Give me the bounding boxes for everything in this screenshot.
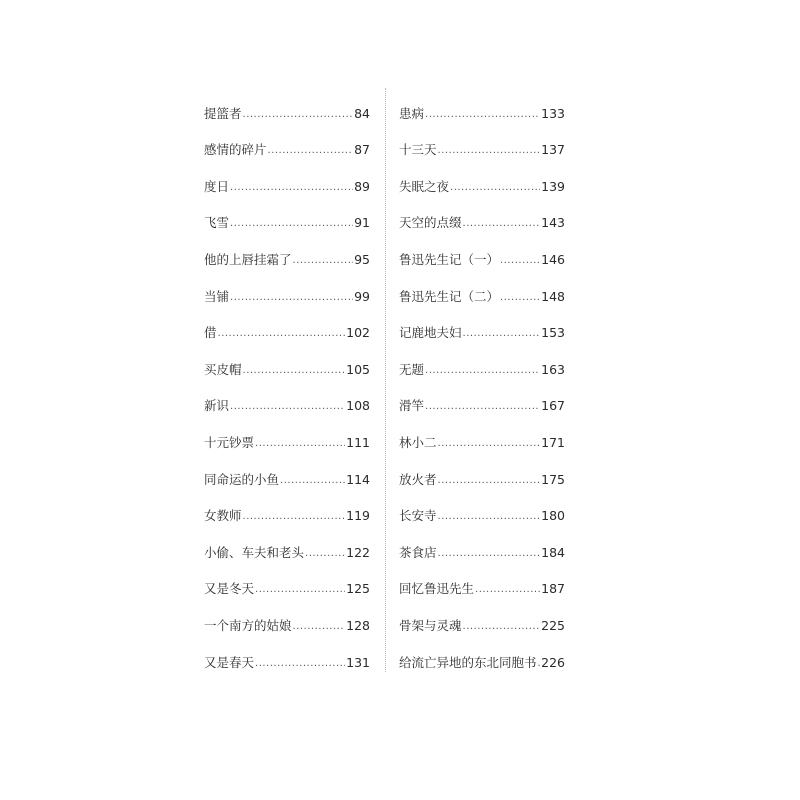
toc-entry[interactable] [399,135,565,172]
toc-entry-page-number: 84 [354,105,370,121]
toc-entry-title: 骨架与灵魂 [399,617,462,633]
toc-entry[interactable] [399,244,565,281]
toc-entry-page-number: 187 [541,581,565,597]
toc-entry-page-number: 184 [541,544,565,560]
toc-entry-page-number: 163 [541,361,565,377]
toc-entry-page-number: 128 [346,617,370,633]
toc-entry[interactable] [399,171,565,208]
dot-leader [438,511,541,523]
toc-entry-page-number: 175 [541,471,565,487]
toc-entry-page-number: 167 [541,398,565,414]
toc-entry[interactable] [399,647,565,684]
dot-leader [475,584,540,596]
toc-entry[interactable] [399,427,565,464]
toc-entry[interactable] [399,501,565,538]
toc-entry[interactable] [204,98,370,135]
toc-entry-title: 十三天 [399,142,437,158]
toc-entry-page-number: 131 [346,654,370,670]
dot-leader [538,658,541,670]
dot-leader [500,292,540,304]
toc-entry-page-number: 143 [541,215,565,231]
dot-leader [243,511,346,523]
toc-entry[interactable] [204,281,370,318]
toc-entry-title: 十元钞票 [204,434,255,450]
toc-entry-title: 鲁迅先生记（一） [399,251,500,267]
toc-entry-title: 给流亡异地的东北同胞书 [399,654,537,670]
toc-entry[interactable] [399,318,565,355]
toc-entry-page-number: 95 [354,251,370,267]
toc-entry-title: 回忆鲁迅先生 [399,581,475,597]
toc-entry-page-number: 148 [541,288,565,304]
toc-entry[interactable] [204,464,370,501]
toc-entry[interactable] [204,171,370,208]
toc-entry[interactable] [399,281,565,318]
dot-leader [463,621,541,633]
dot-leader [243,365,346,377]
toc-entry[interactable] [204,427,370,464]
dot-leader [450,182,540,194]
toc-entry[interactable] [399,354,565,391]
toc-entry-page-number: 125 [346,581,370,597]
toc-entry-page-number: 226 [541,654,565,670]
toc-entry-page-number: 122 [346,544,370,560]
toc-entry[interactable] [399,537,565,574]
dot-leader [293,255,354,267]
toc-entry-page-number: 137 [541,142,565,158]
dot-leader [230,292,353,304]
toc-entry-page-number: 114 [346,471,370,487]
toc-entry-title: 他的上唇挂霜了 [204,251,292,267]
dot-leader [438,475,541,487]
toc-entry-title: 记鹿地夫妇 [399,325,462,341]
dot-leader [255,584,345,596]
toc-entry-page-number: 139 [541,178,565,194]
toc-entry[interactable] [399,208,565,245]
toc-entry-title: 茶食店 [399,544,437,560]
dot-leader [438,145,541,157]
toc-entry-page-number: 87 [354,142,370,158]
toc-entry[interactable] [204,318,370,355]
dot-leader [230,218,353,230]
toc-entry-page-number: 225 [541,617,565,633]
toc-entry-title: 鲁迅先生记（二） [399,288,500,304]
toc-entry-page-number: 119 [346,508,370,524]
toc-entry-page-number: 99 [354,288,370,304]
toc-entry-title: 女教师 [204,508,242,524]
toc-entry-page-number: 108 [346,398,370,414]
toc-entry-title: 放火者 [399,471,437,487]
toc-entry[interactable] [204,574,370,611]
dot-leader [425,401,540,413]
toc-entry[interactable] [204,135,370,172]
toc-entry[interactable] [399,574,565,611]
column-divider [385,88,386,672]
toc-entry-page-number: 171 [541,434,565,450]
toc-entry-title: 当铺 [204,288,230,304]
dot-leader [218,328,346,340]
toc-entry-title: 又是春天 [204,654,255,670]
dot-leader [438,548,541,560]
dot-leader [425,365,540,377]
toc-entry-title: 又是冬天 [204,581,255,597]
toc-entry[interactable] [204,208,370,245]
toc-entry-page-number: 102 [346,325,370,341]
toc-entry-page-number: 105 [346,361,370,377]
toc-entry-title: 滑竿 [399,398,425,414]
toc-entry[interactable] [399,464,565,501]
dot-leader [438,438,541,450]
toc-entry-title: 提篮者 [204,105,242,121]
toc-entry-title: 飞雪 [204,215,230,231]
toc-column-right [399,98,565,684]
toc-entry-title: 无题 [399,361,425,377]
toc-entry-title: 借 [204,325,217,341]
toc-entry[interactable] [399,610,565,647]
toc-entry[interactable] [204,354,370,391]
toc-entry-title: 新识 [204,398,230,414]
toc-entry-page-number: 180 [541,508,565,524]
dot-leader [280,475,345,487]
toc-entry-page-number: 133 [541,105,565,121]
toc-column-left [204,98,370,684]
toc-entry[interactable] [399,98,565,135]
toc-entry-title: 失眠之夜 [399,178,450,194]
toc-entry-title: 长安寺 [399,508,437,524]
toc-entry[interactable] [399,391,565,428]
dot-leader [255,658,345,670]
dot-leader [230,182,353,194]
toc-entry[interactable] [204,391,370,428]
dot-leader [463,218,541,230]
toc-entry-title: 一个南方的姑娘 [204,617,292,633]
toc-entry[interactable] [204,244,370,281]
dot-leader [305,548,345,560]
dot-leader [230,401,345,413]
toc-entry-title: 小偷、车夫和老头 [204,544,305,560]
toc-entry-page-number: 153 [541,325,565,341]
toc-entry[interactable] [204,501,370,538]
dot-leader [293,621,346,633]
toc-entry-title: 感情的碎片 [204,142,267,158]
dot-leader [425,109,540,121]
dot-leader [500,255,540,267]
toc-entry[interactable] [204,537,370,574]
toc-entry-page-number: 111 [346,434,370,450]
dot-leader [243,109,354,121]
toc-entry-title: 买皮帽 [204,361,242,377]
dot-leader [255,438,345,450]
toc-entry-page-number: 89 [354,178,370,194]
toc-entry-title: 同命运的小鱼 [204,471,280,487]
toc-entry-page-number: 91 [354,215,370,231]
toc-entry[interactable] [204,610,370,647]
dot-leader [463,328,541,340]
toc-entry-title: 患病 [399,105,425,121]
toc-entry[interactable] [204,647,370,684]
toc-entry-page-number: 146 [541,251,565,267]
toc-entry-title: 天空的点缀 [399,215,462,231]
dot-leader [268,145,354,157]
toc-entry-title: 度日 [204,178,230,194]
toc-entry-title: 林小二 [399,434,437,450]
